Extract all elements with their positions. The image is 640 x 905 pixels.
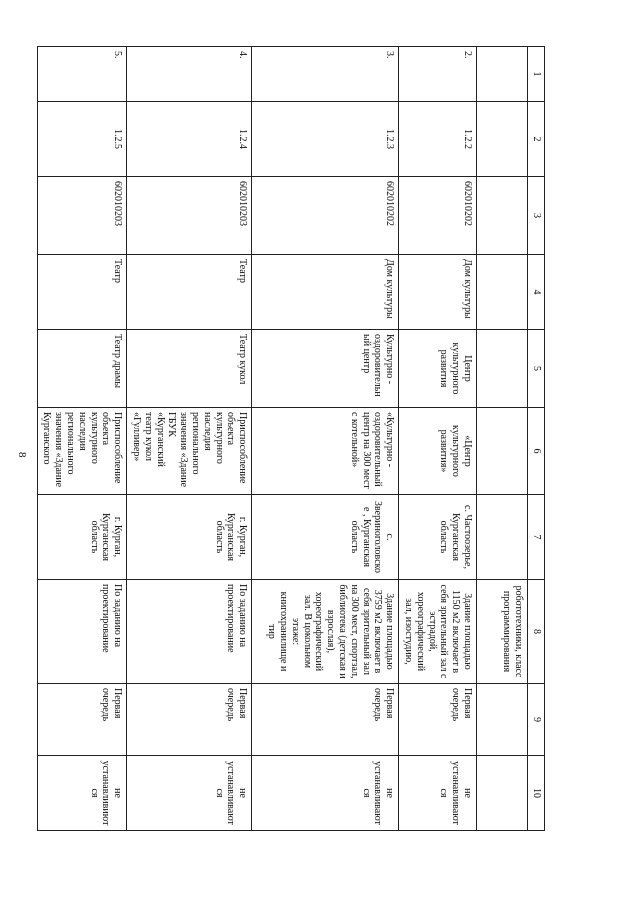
object-code: 1.2.2 (399, 102, 477, 177)
object-location: г. Курган, Курганская область (127, 495, 252, 580)
object-deadline: не устанавливаются (252, 756, 399, 831)
object-profile: Театр драмы (37, 330, 127, 408)
oktmo-code: 602010202 (399, 177, 477, 255)
object-location: с. Частоозерье, Курганская область (399, 495, 477, 580)
object-deadline: не устанавливиются (37, 756, 127, 831)
col-header-7: 7 (528, 495, 545, 580)
objects-table (37, 46, 545, 831)
continuation-description: робототехники, класс программирования (477, 580, 528, 684)
row-number: 3. (252, 47, 399, 102)
object-description: Здание площадью 3759 м2 включает в себя зрительный зал на 300 мест, спортзал, библиотека (детская и взрослая), хореографический зал. В цокольном этаже: книгохранилище и тир (252, 580, 399, 684)
object-priority: Первая очередь (127, 684, 252, 756)
row-number: 2. (399, 47, 477, 102)
object-priority: Первая очередь (399, 684, 477, 756)
table-row (37, 47, 127, 831)
col-header-6: 6 (528, 408, 545, 495)
object-priority: Первая очередь (37, 684, 127, 756)
page-number: 8 (16, 452, 28, 458)
object-deadline: не устанавливаются (399, 756, 477, 831)
row-number: 5. (37, 47, 127, 102)
oktmo-code: 602010203 (37, 177, 127, 255)
object-profile: Культурно - оздоровительный центр (252, 330, 399, 408)
object-name: «Культурно - оздоровительный центр на 300 мест с котельной» (252, 408, 399, 495)
object-location: с. Звериноголовское , Курганская область (252, 495, 399, 580)
col-header-3: 3 (528, 177, 545, 255)
table-row (399, 47, 477, 831)
object-name: Приспособление объекта культурного наследия регионального значения «Здание Курганского (37, 408, 127, 495)
object-description: По заданию на проектирование (127, 580, 252, 684)
object-description: По заданию на проектирование (37, 580, 127, 684)
col-header-2: 2 (528, 102, 545, 177)
object-type: Театр (127, 255, 252, 330)
row-number: 4. (127, 47, 252, 102)
col-header-5: 5 (528, 330, 545, 408)
column-number-row (528, 47, 545, 831)
object-code: 1.2.4 (127, 102, 252, 177)
object-deadline: не устанавливаются (127, 756, 252, 831)
oktmo-code: 602010202 (252, 177, 399, 255)
object-name: Приспособление объекта культурного наследия регионального значения «Здание ГБУК «Курганский театр кукол «Гулливер» (127, 408, 252, 495)
object-description: Здание площадью 1150 м2 включает в себя зрительный зал с эстрадой, хореографический зал, изостудию, (399, 580, 477, 684)
continuation-row (477, 47, 528, 831)
object-type: Театр (37, 255, 127, 330)
object-name: «Центр культурного развития» (399, 408, 477, 495)
object-profile: Центр культурного развития (399, 330, 477, 408)
object-code: 1.2.5 (37, 102, 127, 177)
col-header-8: 8 (528, 580, 545, 684)
oktmo-code: 602010203 (127, 177, 252, 255)
object-type: Дом культуры (252, 255, 399, 330)
object-profile: Театр кукол (127, 330, 252, 408)
col-header-9: 9 (528, 684, 545, 756)
col-header-4: 4 (528, 255, 545, 330)
object-priority: Первая очередь (252, 684, 399, 756)
rotated-table-wrapper (41, 46, 545, 830)
object-code: 1.2.3 (252, 102, 399, 177)
table-row (252, 47, 399, 831)
col-header-10: 10 (528, 756, 545, 831)
table-row (127, 47, 252, 831)
object-location: г. Курган, Курганская область (37, 495, 127, 580)
object-type: Дом культуры (399, 255, 477, 330)
col-header-1: 1 (528, 47, 545, 102)
